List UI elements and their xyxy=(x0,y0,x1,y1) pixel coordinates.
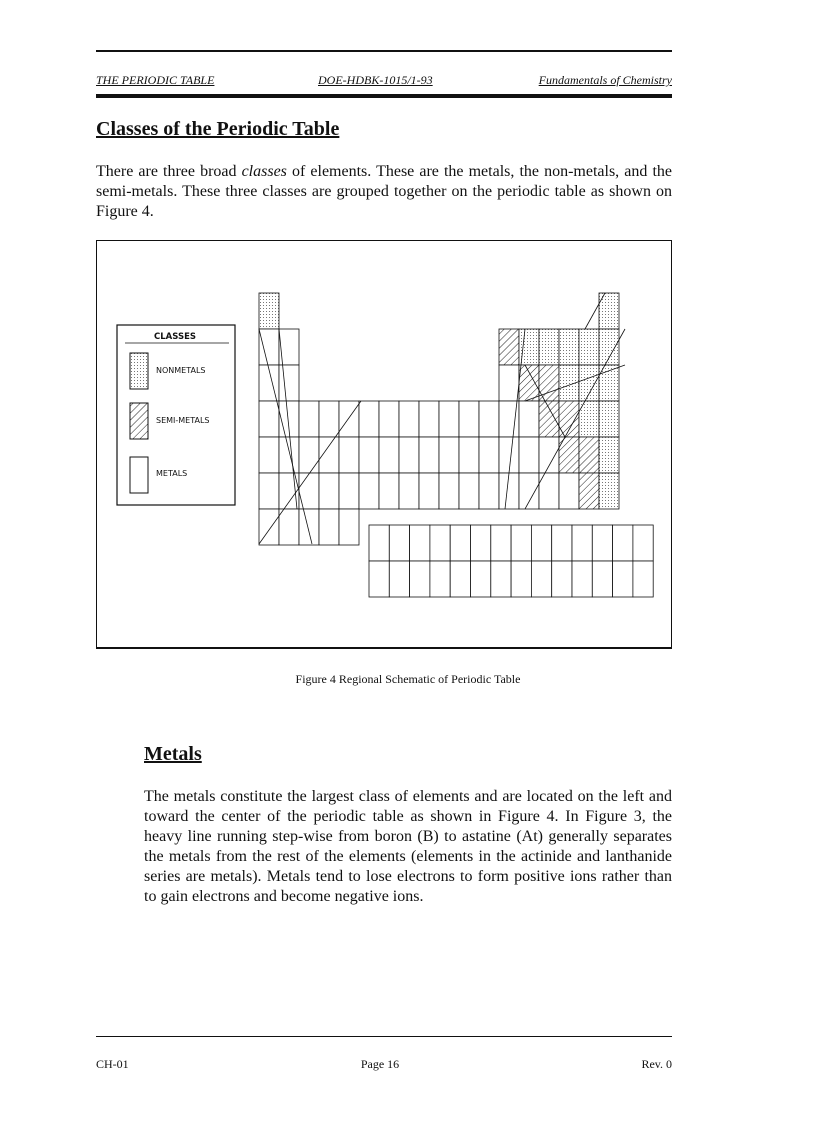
element-cell-semi xyxy=(579,473,599,509)
element-cell-metal xyxy=(499,365,519,401)
f-block-cell xyxy=(389,561,409,597)
figure-frame xyxy=(96,240,672,649)
legend-swatch-metals xyxy=(130,457,148,493)
element-cell-metal xyxy=(359,437,379,473)
f-block-cell xyxy=(471,525,491,561)
legend-title: CLASSES xyxy=(153,332,197,342)
f-block-cell xyxy=(531,525,551,561)
element-cell-metal xyxy=(399,401,419,437)
element-cell-metal xyxy=(279,437,299,473)
element-cell-semi xyxy=(579,437,599,473)
header-center: DOE-HDBK-1015/1-93 xyxy=(318,73,433,87)
f-block-cell xyxy=(552,525,572,561)
legend-swatch-nonmetals xyxy=(130,353,148,389)
element-cell-metal xyxy=(459,401,479,437)
f-block-cell xyxy=(613,561,633,597)
element-cell-metal xyxy=(299,437,319,473)
f-block-cell xyxy=(450,561,470,597)
f-block-cell xyxy=(552,561,572,597)
element-cell-non xyxy=(579,329,599,365)
element-cell-metal xyxy=(539,437,559,473)
f-block-cell xyxy=(633,561,653,597)
element-cell-metal xyxy=(259,329,279,365)
element-cell-metal xyxy=(479,473,499,509)
element-cell-metal xyxy=(279,365,299,401)
element-cell-semi xyxy=(539,401,559,437)
element-cell-non xyxy=(579,365,599,401)
element-cell-metal xyxy=(479,437,499,473)
element-cell-metal xyxy=(439,401,459,437)
element-cell-non xyxy=(599,473,619,509)
element-cell-metal xyxy=(379,437,399,473)
legend-label-semimetals: SEMI-METALS xyxy=(156,416,210,425)
section-title: Classes of the Periodic Table xyxy=(96,118,340,140)
element-cell-non xyxy=(599,329,619,365)
element-cell-metal xyxy=(399,473,419,509)
element-cell-metal xyxy=(379,401,399,437)
element-cell-metal xyxy=(299,509,319,545)
f-block-cell xyxy=(511,525,531,561)
element-cell-metal xyxy=(379,473,399,509)
element-cell-semi xyxy=(499,329,519,365)
element-cell-non xyxy=(599,437,619,473)
metals-paragraph: The metals constitute the largest class of elements and are located on the left and toward the center of the periodic table as shown in Figure 4. In Figure 3, the heavy line running step-wise from boron (B) to astatine (At) generally separates the metals from the rest of the elements (elements in the actinide and lanthanide series are metals). Metals tend to lose electrons to form positive ions rather than to gain electrons and become negative ions. xyxy=(144,788,672,905)
element-cell-metal xyxy=(259,437,279,473)
f-block-cell xyxy=(491,561,511,597)
element-cells xyxy=(259,293,653,597)
element-cell-metal xyxy=(519,473,539,509)
element-cell-metal xyxy=(559,473,579,509)
element-cell-metal xyxy=(439,437,459,473)
f-block-cell xyxy=(410,525,430,561)
header-right: Fundamentals of Chemistry xyxy=(538,73,672,87)
f-block-cell xyxy=(511,561,531,597)
element-cell-metal xyxy=(459,473,479,509)
element-cell-metal xyxy=(499,473,519,509)
legend-label-metals: METALS xyxy=(156,469,188,478)
element-cell-metal xyxy=(339,509,359,545)
header-top-rule xyxy=(96,50,672,52)
element-cell-metal xyxy=(419,437,439,473)
intro-text-after: of elements. These are the metals, the non-metals, and the semi-metals. These three classes are grouped together on the periodic table as shown on Figure 4. xyxy=(96,163,672,220)
element-cell-metal xyxy=(359,401,379,437)
element-cell-metal xyxy=(319,509,339,545)
intro-text-before: There are three broad xyxy=(96,163,242,180)
element-cell-metal xyxy=(339,473,359,509)
element-cell-metal xyxy=(399,437,419,473)
footer-rule xyxy=(96,1036,672,1037)
legend-label-nonmetals: NONMETALS xyxy=(156,366,206,375)
f-block-cell xyxy=(450,525,470,561)
f-block-cell xyxy=(613,525,633,561)
element-cell-metal xyxy=(339,401,359,437)
metals-title: Metals xyxy=(144,743,202,765)
element-cell-metal xyxy=(259,473,279,509)
element-cell-metal xyxy=(499,437,519,473)
element-cell-metal xyxy=(339,437,359,473)
element-cell-metal xyxy=(439,473,459,509)
f-block-cell xyxy=(592,525,612,561)
element-cell-non xyxy=(599,401,619,437)
f-block-cell xyxy=(410,561,430,597)
f-block-cell xyxy=(389,525,409,561)
footer-center: Page 16 xyxy=(360,1057,400,1071)
element-cell-metal xyxy=(319,401,339,437)
f-block-cell xyxy=(633,525,653,561)
footer-right: Rev. 0 xyxy=(641,1057,672,1071)
intro-emphasis: classes xyxy=(241,163,287,180)
f-block-cell xyxy=(369,561,389,597)
element-cell-metal xyxy=(359,473,379,509)
periodic-table-schematic xyxy=(97,241,671,647)
f-block-cell xyxy=(369,525,389,561)
footer-left: CH-01 xyxy=(96,1057,129,1071)
element-cell-metal xyxy=(279,509,299,545)
intro-paragraph xyxy=(96,162,672,222)
f-block-cell xyxy=(572,561,592,597)
f-block-cell xyxy=(531,561,551,597)
element-cell-metal xyxy=(459,437,479,473)
element-cell-metal xyxy=(319,473,339,509)
element-cell-metal xyxy=(479,401,499,437)
f-block-cell xyxy=(592,561,612,597)
header-left: THE PERIODIC TABLE xyxy=(96,73,215,87)
element-cell-metal xyxy=(419,473,439,509)
element-cell-metal xyxy=(259,401,279,437)
element-cell-metal xyxy=(519,401,539,437)
legend xyxy=(117,325,235,505)
figure-caption: Figure 4 Regional Schematic of Periodic Table xyxy=(295,672,521,686)
legend-swatch-semimetals xyxy=(130,403,148,439)
element-cell-metal xyxy=(519,437,539,473)
header-bottom-rule xyxy=(96,94,672,98)
f-block-cell xyxy=(572,525,592,561)
element-cell-non xyxy=(539,329,559,365)
f-block-cell xyxy=(491,525,511,561)
f-block-cell xyxy=(471,561,491,597)
f-block-cell xyxy=(430,525,450,561)
f-block-cell xyxy=(430,561,450,597)
element-cell-non xyxy=(259,293,279,329)
element-cell-metal xyxy=(419,401,439,437)
element-cell-metal xyxy=(299,401,319,437)
element-cell-non xyxy=(559,329,579,365)
element-cell-semi xyxy=(519,365,539,401)
